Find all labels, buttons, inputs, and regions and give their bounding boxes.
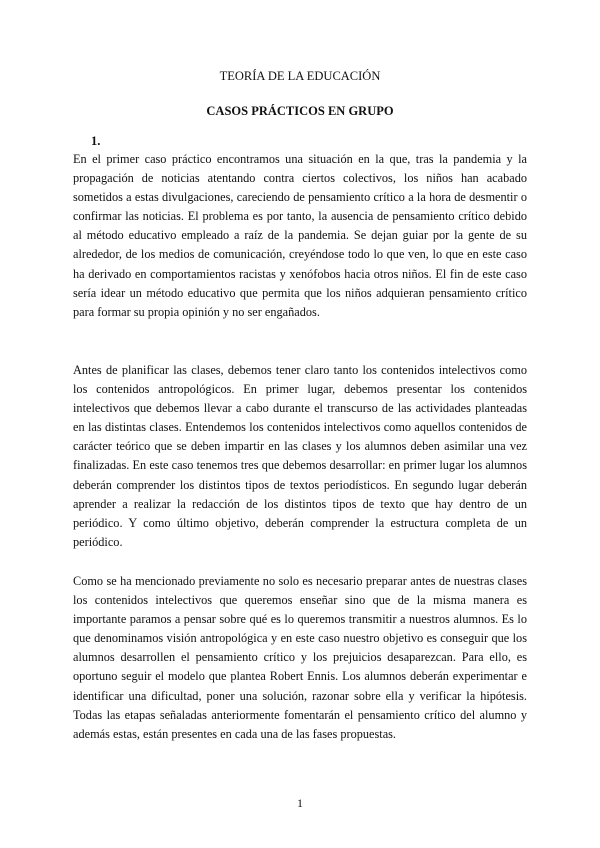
paragraph-1: En el primer caso práctico encontramos una situación en la que, tras la pandemia y la propagación de noticias atentando contra ciertos colectivos, los niños han acabado sometidos a estas divulgaciones, careciendo de pensamiento crítico a la hora de desmentir o confirmar las noticias. El problema es por tanto, la ausencia de pensamiento crítico debido al método educativo empleado a raíz de la pandemia. Se dejan guiar por la gente de su alrededor, de los medios de comunicación, creyéndose todo lo que ven, lo que en este caso ha derivado en comportamientos racistas y xenófobos hacia otros niños. El fin de este caso sería idear un método educativo que permita que los niños adquieran pensamiento crítico para formar su propia opinión y no ser engañados.	[73, 152, 527, 319]
paragraph-2: Antes de planificar las clases, debemos tener claro tanto los contenidos intelectivos como los contenidos antropológicos. En primer lugar, debemos presentar los contenidos intelectivos que debemos llevar a cabo durante el transcurso de las actividades planteadas en las distintas clases. Entendemos los contenidos intelectivos como aquellos contenidos de carácter teórico que se deben impartir en las clases y los alumnos deben asimilar una vez finalizadas. En este caso tenemos tres que debemos desarrollar: en primer lugar los alumnos deberán comprender los distintos tipos de textos periodísticos. En segundo lugar deberán aprender a realizar la redacción de los distintos tipos de texto que hay dentro de un periódico. Y como último objetivo, deberán comprender la estructura completa de un periódico.	[73, 363, 527, 549]
paragraph-3: Como se ha mencionado previamente no solo es necesario preparar antes de nuestras clases los contenidos intelectivos que queremos enseñar sino que de la misma manera es importante paramos a pensar sobre qué es lo queremos transmitir a nuestros alumnos. Es lo que denominamos visión antropológica y en este caso nuestro objetivo es conseguir que los alumnos desarrollen el pensamiento crítico y los prejuicios desaparezcan. Para ello, es oportuno seguir el modelo que plantea Robert Ennis. Los alumnos deberán experimentar e identificar una dificultad, poner una solución, razonar sobre ella y verificar la hipótesis. Todas las etapas señaladas anteriormente fomentarán el pensamiento crítico del alumno y además estas, están presentes en cada una de las fases propuestas.	[73, 574, 527, 741]
page-number: 1	[297, 796, 303, 810]
case-number: 1.	[91, 134, 101, 148]
subject-title: TEORÍA DE LA EDUCACIÓN	[219, 69, 381, 83]
section-heading: CASOS PRÁCTICOS EN GRUPO	[206, 104, 394, 118]
